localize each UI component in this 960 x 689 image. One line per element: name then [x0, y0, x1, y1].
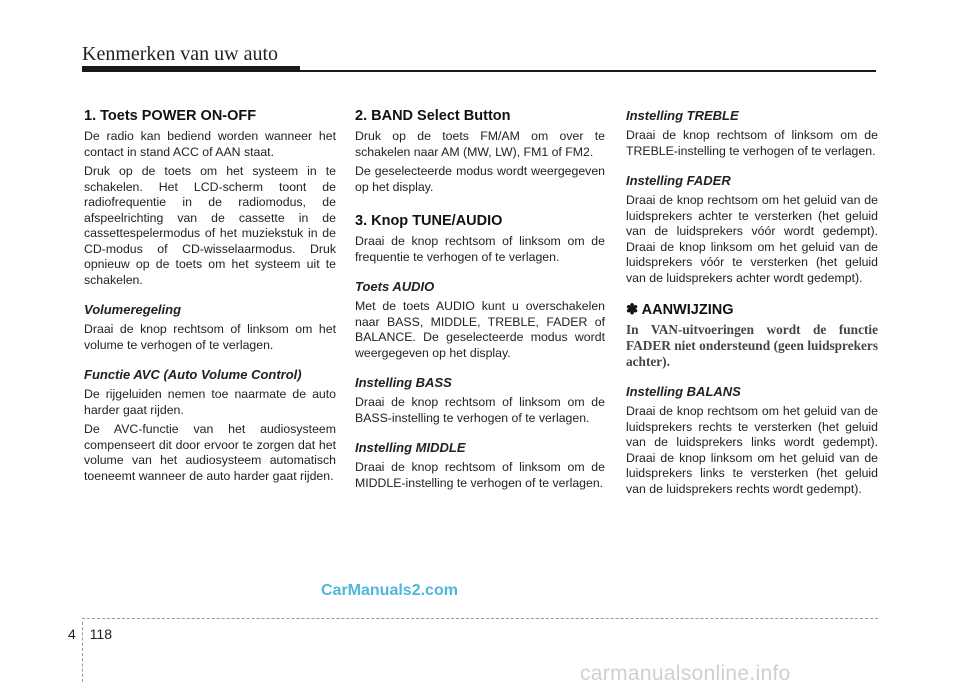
subsection-avc-text-1: De rijgeluiden nemen toe naarmate de auto harder gaat rijden. — [84, 387, 336, 417]
subsection-middle-text: Draai de knop rechtsom of linksom om de MIDDLE-instelling te verhogen of te verlagen. — [355, 460, 605, 490]
subsection-fader-text: Draai de knop rechtsom om het geluid van de luidsprekers achter te versterken (het geluid van de luidsprekers vóór wordt gedempt). Draai de knop linksom om het geluid van de luidsprekers vóór te versterken (het geluid van de luidsprekers achter wordt gedempt). — [626, 193, 878, 285]
spacer — [355, 199, 605, 213]
subsection-audio-title: Toets AUDIO — [355, 279, 435, 294]
subsection-volume-text: Draai de knop rechtsom of linksom om het volume te verhogen of te verlagen. — [84, 322, 336, 352]
section-power-text-2: Druk op de toets om het systeem in te schakelen. Het LCD-scherm toont de radiofrequentie in de radiomodus, de afspeelrichting van de cassette in de cassettespelermodus of het muziekstuk in de CD-modus of CD-wisselaarmodus. Druk opnieuw op de toets om het systeem uit te schakelen. — [84, 164, 336, 287]
header-rule-thin — [300, 70, 876, 72]
column-left — [84, 108, 336, 488]
section-tune-title: 3. Knop TUNE/AUDIO — [355, 213, 503, 229]
note-title: ✽ AANWIJZING — [626, 302, 734, 318]
subsection-treble-text: Draai de knop rechtsom of linksom om de TREBLE-instelling te verhogen of te verlagen. — [626, 128, 878, 158]
subsection-balance-title: Instelling BALANS — [626, 384, 741, 399]
subsection-avc-title: Functie AVC (Auto Volume Control) — [84, 367, 302, 382]
watermark-carmanualsonline: carmanualsonline.info — [580, 662, 791, 685]
section-tune-text: Draai de knop rechtsom of linksom om de frequentie te verhogen of te verlagen. — [355, 234, 605, 264]
subsection-fader-title: Instelling FADER — [626, 173, 731, 188]
section-power-text-1: De radio kan bediend worden wanneer het contact in stand ACC of AAN staat. — [84, 129, 336, 159]
section-band-title: 2. BAND Select Button — [355, 108, 511, 124]
header-rule-thick — [82, 66, 300, 72]
column-right — [626, 108, 878, 501]
page-number — [68, 626, 112, 642]
section-power-title: 1. Toets POWER ON-OFF — [84, 108, 257, 124]
subsection-treble-title: Instelling TREBLE — [626, 108, 739, 123]
subsection-bass-title: Instelling BASS — [355, 375, 452, 390]
subsection-avc-text-2: De AVC-functie van het audiosysteem compenseert dit door ervoor te zorgen dat het volume van het audiosysteem automatisch toeneemt wanneer de auto harder gaat rijden. — [84, 422, 336, 483]
subsection-bass-text: Draai de knop rechtsom of linksom om de BASS-instelling te verhogen of te verlagen. — [355, 395, 605, 425]
subsection-middle-title: Instelling MIDDLE — [355, 440, 466, 455]
subsection-audio-text: Met de toets AUDIO kunt u overschakelen naar BASS, MIDDLE, TREBLE, FADER of BALANCE. De geselecteerde modus wordt weergegeven op het display. — [355, 299, 605, 360]
page-number-value: 118 — [89, 626, 113, 642]
note-text: In VAN-uitvoeringen wordt de functie FADER niet ondersteund (geen luidsprekers achter). — [626, 322, 878, 369]
page-header-title: Kenmerken van uw auto — [82, 43, 279, 65]
footer-rule — [82, 618, 878, 620]
column-middle — [355, 108, 605, 495]
section-band-text-1: Druk op de toets FM/AM om over te schakelen naar AM (MW, LW), FM1 of FM2. — [355, 129, 605, 159]
subsection-volume-title: Volumeregeling — [84, 302, 182, 317]
watermark-carmanuals2: CarManuals2.com — [321, 582, 458, 599]
chapter-number: 4 — [68, 626, 76, 642]
section-band-text-2: De geselecteerde modus wordt weergegeven op het display. — [355, 164, 605, 194]
subsection-balance-text: Draai de knop rechtsom om het geluid van de luidsprekers rechts te versterken (het geluid van de luidsprekers links wordt gedempt). Draai de knop linksom om het geluid van de luidsprekers links te versterken (het geluid van de luidsprekers rechts wordt gedempt). — [626, 404, 878, 496]
